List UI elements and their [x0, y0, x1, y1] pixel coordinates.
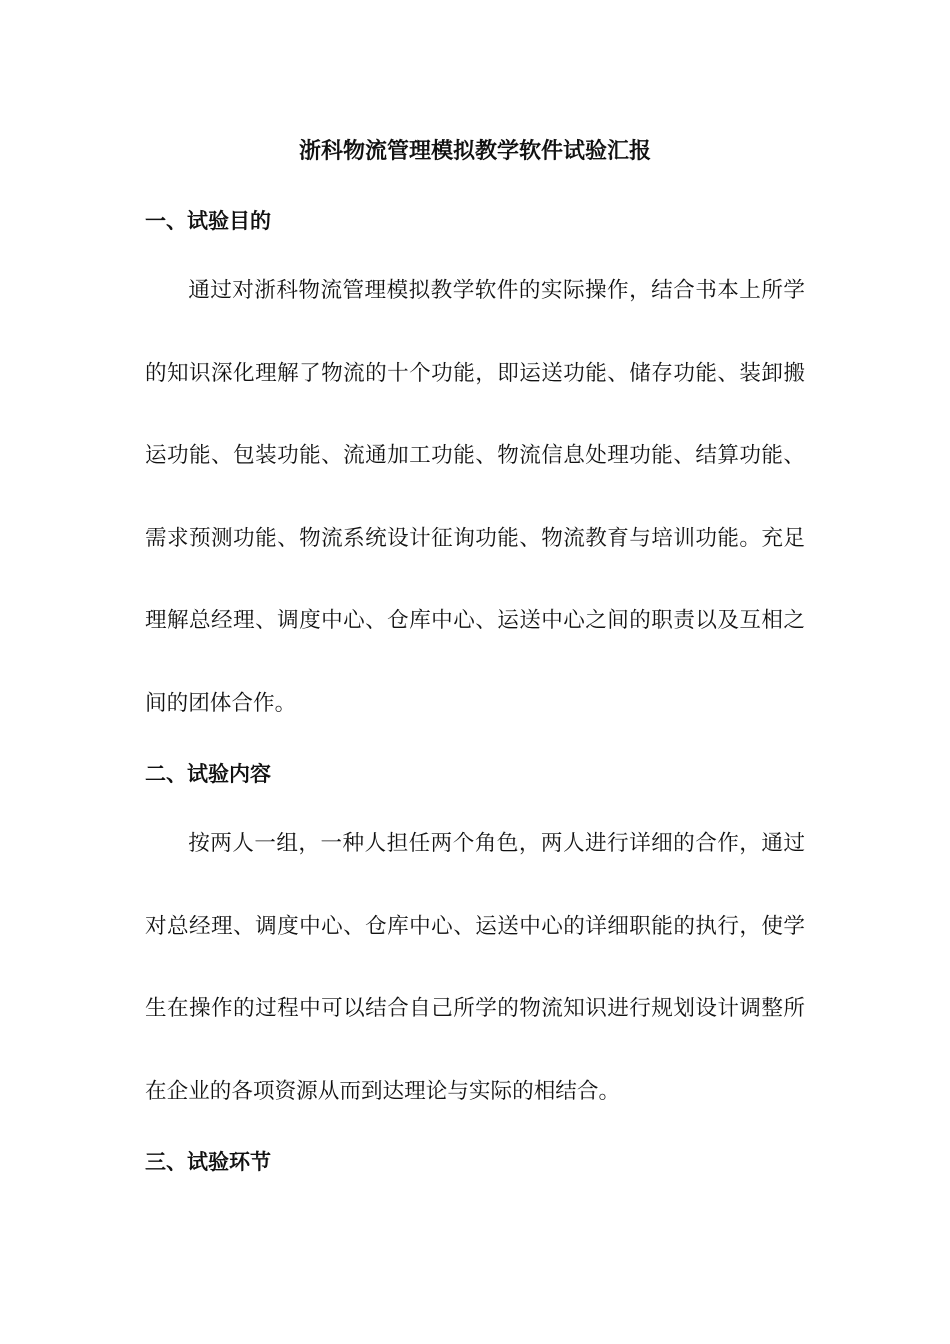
section-body-purpose: 通过对浙科物流管理模拟教学软件的实际操作，结合书本上所学的知识深化理解了物流的十个功能，即运送功能、储存功能、装卸搬运功能、包装功能、流通加工功能、物流信息处理功能、结算功能、需求预测功能、物流系统设计征询功能、物流教育与培训功能。充足理解总经理、调度中心、仓库中心、运送中心之间的职责以及互相之间的团体合作。 [145, 278, 805, 716]
section-heading-purpose: 一、试验目的 [145, 209, 271, 233]
document-title: 浙科物流管理模拟教学软件试验汇报 [298, 139, 651, 164]
section-heading-steps: 三、试验环节 [145, 1150, 271, 1174]
section-body-content: 按两人一组，一种人担任两个角色，两人进行详细的合作，通过对总经理、调度中心、仓库中心、运送中心的详细职能的执行，使学生在操作的过程中可以结合自己所学的物流知识进行规划设计调整所在企业的各项资源从而到达理论与实际的相结合。 [145, 831, 805, 1104]
section-heading-content: 二、试验内容 [145, 762, 271, 786]
